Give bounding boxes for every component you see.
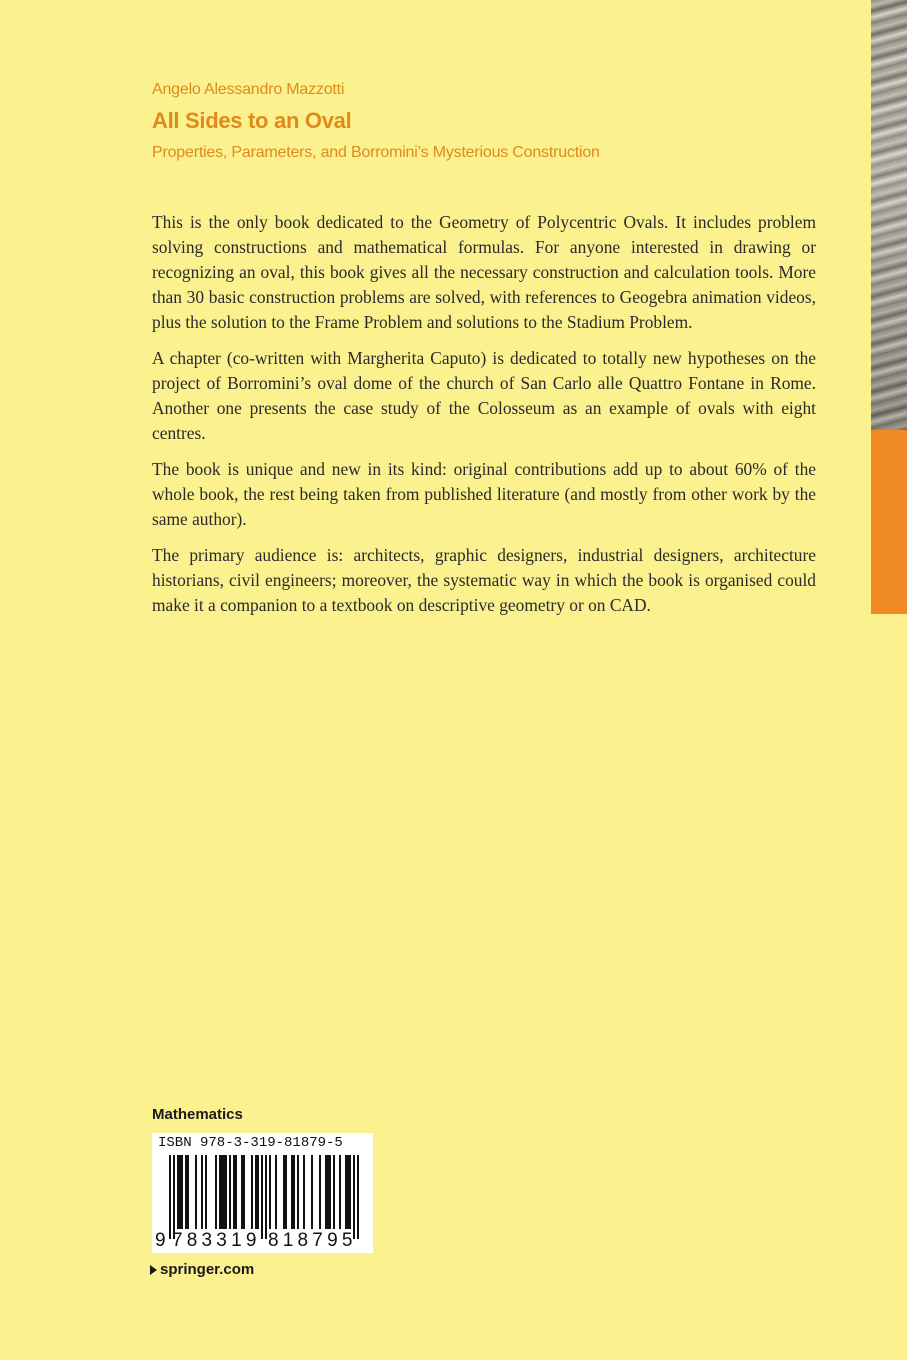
barcode-bar <box>357 1155 359 1239</box>
barcode-bar <box>311 1155 313 1229</box>
barcode-bar <box>291 1155 293 1229</box>
barcode-bar <box>185 1155 187 1229</box>
publisher-link-text: springer.com <box>160 1261 255 1278</box>
barcode-bar <box>215 1155 217 1229</box>
ean-right-group: 818795 <box>268 1230 357 1251</box>
barcode-bar <box>181 1155 183 1229</box>
barcode-bar <box>257 1155 259 1229</box>
barcode <box>152 1133 373 1253</box>
barcode-bar <box>201 1155 203 1229</box>
barcode-bar <box>345 1155 347 1229</box>
barcode-bar <box>285 1155 287 1229</box>
barcode-bar <box>293 1155 295 1229</box>
blurb-paragraph: This is the only book dedicated to the Geometry of Polycentric Ovals. It includes problem solving constructions and mathematical formulas. For anyone interested in drawing or recognizing an oval, this book gives all the necessary construction and calculation tools. More than 30 basic construction problems are solved, with references to Geogebra animation videos, plus the solution to the Frame Problem and solutions to the Stadium Problem. <box>152 212 816 332</box>
blurb-paragraph: A chapter (co-written with Margherita Caputo) is dedicated to totally new hypotheses on the project of Borromini’s oval dome of the church of San Carlo alle Quattro Fontane in Rome. Another one presents the case study of the Colosseum as an example of ovals with eight centres. <box>152 348 816 443</box>
barcode-bar <box>339 1155 341 1229</box>
barcode-bar <box>349 1155 351 1229</box>
barcode-bar <box>319 1155 321 1229</box>
barcode-bar <box>195 1155 197 1229</box>
barcode-bar <box>225 1155 227 1229</box>
barcode-bar <box>219 1155 221 1229</box>
book-title: All Sides to an Oval <box>152 108 352 133</box>
ean-first-digit: 9 <box>155 1230 166 1251</box>
barcode-bar <box>221 1155 223 1229</box>
barcode-bar <box>169 1155 171 1239</box>
barcode-bar <box>325 1155 327 1229</box>
barcode-bar <box>233 1155 235 1229</box>
barcode-bar <box>329 1155 331 1229</box>
book-subtitle: Properties, Parameters, and Borromini’s Mysterious Construction <box>152 144 600 161</box>
barcode-bar <box>353 1155 355 1239</box>
barcode-bar <box>303 1155 305 1229</box>
barcode-bar <box>265 1155 267 1239</box>
author-name: Angelo Alessandro Mazzotti <box>152 81 345 98</box>
barcode-bar <box>173 1155 175 1239</box>
barcode-bar <box>235 1155 237 1229</box>
cover-photo-strip <box>871 0 907 430</box>
barcode-bar <box>327 1155 329 1229</box>
barcode-bar <box>261 1155 263 1239</box>
barcode-bar <box>223 1155 225 1229</box>
barcode-bar <box>333 1155 335 1229</box>
barcode-bar <box>283 1155 285 1229</box>
subject-category: Mathematics <box>152 1106 243 1123</box>
blurb <box>152 210 816 629</box>
barcode-bar <box>347 1155 349 1229</box>
barcode-bar <box>297 1155 299 1229</box>
arrow-right-icon <box>150 1265 157 1275</box>
publisher-link[interactable] <box>150 1261 254 1278</box>
ean-left-group: 783319 <box>172 1230 261 1251</box>
blurb-paragraph: The book is unique and new in its kind: original contributions add up to about 60% of the whole book, the rest being taken from published literature (and mostly from other work by the same author). <box>152 459 816 529</box>
barcode-bar <box>251 1155 253 1229</box>
barcode-bar <box>205 1155 207 1229</box>
barcode-bar <box>269 1155 271 1229</box>
blurb-paragraph: The primary audience is: architects, graphic designers, industrial designers, architecture historians, civil engineers; moreover, the systematic way in which the book is organised could make it a companion to a textbook on descriptive geometry or on CAD. <box>152 545 816 615</box>
orange-side-bar <box>871 430 907 614</box>
barcode-bar <box>179 1155 181 1229</box>
barcode-bar <box>229 1155 231 1229</box>
barcode-bar <box>243 1155 245 1229</box>
isbn-label: ISBN 978-3-319-81879-5 <box>158 1135 343 1151</box>
barcode-bar <box>275 1155 277 1229</box>
barcode-bar <box>177 1155 179 1229</box>
barcode-bar <box>241 1155 243 1229</box>
barcode-bar <box>187 1155 189 1229</box>
barcode-bar <box>255 1155 257 1229</box>
